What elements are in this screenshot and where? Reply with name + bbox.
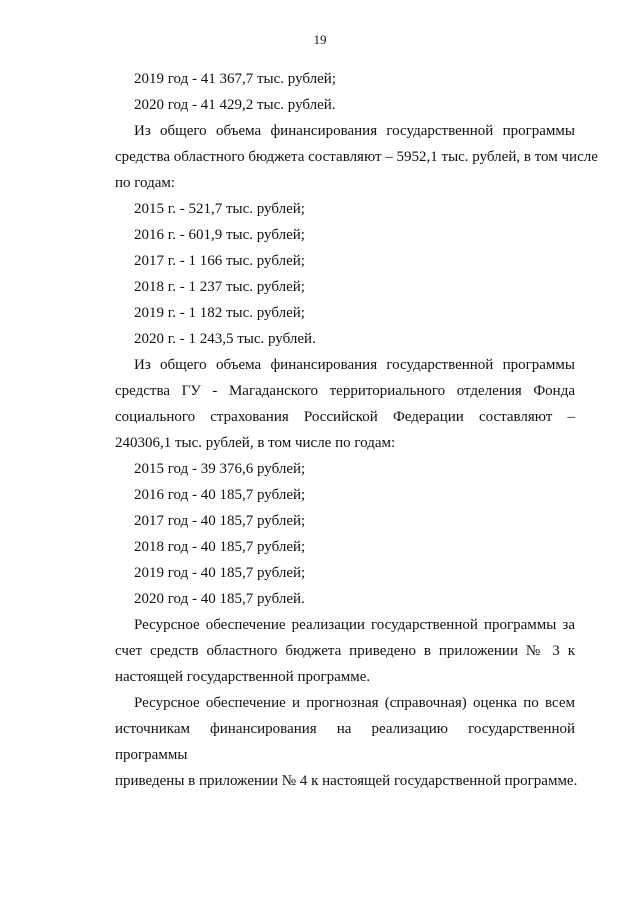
paragraph-line: средства ГУ - Магаданского территориального отделения Фонда — [115, 383, 575, 399]
paragraph-line: приведены в приложении № 4 к настоящей государственной программе. — [115, 773, 578, 789]
paragraph-line: Ресурсное обеспечение реализации государственной программы за — [134, 617, 575, 633]
fund-line-2020: 2020 год - 40 185,7 рублей. — [134, 591, 305, 607]
fund-line-2018: 2018 год - 40 185,7 рублей; — [134, 539, 306, 555]
paragraph-resource-appendix-4 — [115, 690, 578, 794]
page-content — [115, 66, 598, 794]
fund-line-2015: 2015 год - 39 376,6 рублей; — [134, 461, 306, 477]
regional-line-2018: 2018 г. - 1 237 тыс. рублей; — [134, 279, 305, 295]
paragraph-line: Ресурсное обеспечение и прогнозная (справочная) оценка по всем — [134, 695, 575, 711]
funding-line-2019: 2019 год - 41 367,7 тыс. рублей; — [134, 71, 336, 87]
page-number: 19 — [313, 32, 327, 47]
regional-line-2015: 2015 г. - 521,7 тыс. рублей; — [134, 201, 305, 217]
paragraph-line: Из общего объема финансирования государственной программы — [134, 123, 575, 139]
paragraph-line: счет средств областного бюджета приведено в приложении № 3 к — [115, 643, 575, 659]
regional-line-2020: 2020 г. - 1 243,5 тыс. рублей. — [134, 331, 316, 347]
paragraph-line: социального страхования Российской Федерации составляют – — [115, 409, 575, 425]
funding-line-2020: 2020 год - 41 429,2 тыс. рублей. — [134, 97, 336, 113]
paragraph-line: Из общего объема финансирования государственной программы — [134, 357, 575, 373]
fund-line-2017: 2017 год - 40 185,7 рублей; — [134, 513, 306, 529]
fund-line-2016: 2016 год - 40 185,7 рублей; — [134, 487, 306, 503]
paragraph-regional-budget — [115, 118, 598, 196]
fund-line-2019: 2019 год - 40 185,7 рублей; — [134, 565, 306, 581]
regional-line-2017: 2017 г. - 1 166 тыс. рублей; — [134, 253, 305, 269]
paragraph-line: 240306,1 тыс. рублей, в том числе по годам: — [115, 435, 396, 451]
paragraph-line: по годам: — [115, 175, 176, 191]
regional-line-2016: 2016 г. - 601,9 тыс. рублей; — [134, 227, 305, 243]
paragraph-resource-appendix-3 — [115, 612, 575, 690]
paragraph-line: источникам финансирования на реализацию государственной программы — [115, 721, 575, 763]
paragraph-line: настоящей государственной программе. — [115, 669, 371, 685]
regional-line-2019: 2019 г. - 1 182 тыс. рублей; — [134, 305, 305, 321]
paragraph-line: средства областного бюджета составляют – 5952,1 тыс. рублей, в том числе — [115, 149, 598, 165]
paragraph-social-insurance-fund — [115, 352, 575, 456]
